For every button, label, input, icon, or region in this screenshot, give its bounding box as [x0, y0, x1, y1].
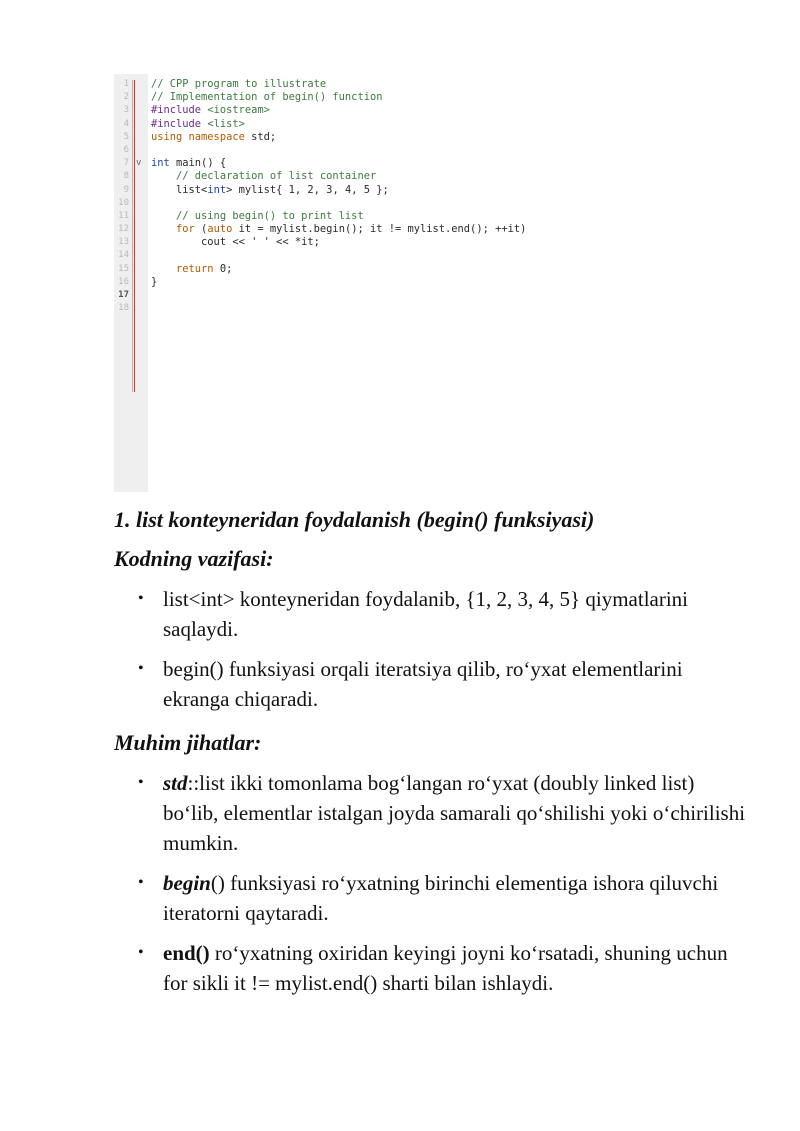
important-heading: Muhim jihatlar: [114, 730, 262, 755]
code-lines [114, 78, 674, 315]
code-token: for [151, 223, 202, 236]
code-text [151, 157, 226, 170]
list-item: • end() ro‘yxatning oxiridan keyingi joyni ko‘rsatadi, shuning uchun for sikli it != mylist.end() sharti bilan ishlaydi. [114, 938, 754, 998]
code-text [151, 236, 320, 249]
code-line [114, 170, 674, 183]
line-number: 14 [118, 250, 129, 261]
line-number: 9 [123, 184, 129, 195]
line-number: 12 [118, 224, 129, 235]
code-line [114, 118, 674, 131]
code-text [151, 223, 526, 236]
line-number: 17 [118, 290, 129, 300]
bullet-icon: • [138, 660, 144, 677]
code-text [151, 170, 376, 183]
code-token: > mylist{ 1, 2, 3, 4, 5 }; [226, 183, 389, 196]
code-line [114, 263, 674, 276]
important-list [114, 768, 754, 998]
code-line [114, 276, 674, 289]
code-token: main() { [169, 157, 227, 170]
term: begin [163, 871, 211, 895]
code-token: std; [251, 130, 277, 143]
bullet-icon: • [138, 944, 144, 961]
list-item: • list<int> konteyneridan foydalanib, {1, 2, 3, 4, 5} qiymatlarini saqlaydi. [114, 584, 754, 644]
line-number: 3 [123, 105, 129, 116]
code-line [114, 249, 674, 262]
code-token: int [151, 157, 170, 170]
code-token: // declaration of list container [151, 170, 377, 183]
list-item: • begin() funksiyasi orqali iteratsiya qilib, ro‘yxat elementlarini ekranga chiqaradi. [114, 654, 754, 714]
section-title: 1. list konteyneridan foydalanish (begin() funksiyasi) [114, 507, 595, 532]
task-heading: Kodning vazifasi: [114, 546, 274, 571]
code-text [151, 104, 270, 117]
list-item: • begin() funksiyasi ro‘yxatning birinchi elementiga ishora qiluvchi iteratorni qaytaradi. [114, 868, 754, 928]
line-number: 8 [123, 171, 129, 182]
code-screenshot [114, 74, 674, 494]
code-token: int [207, 183, 227, 196]
code-token: list< [151, 183, 208, 196]
code-line [114, 184, 674, 197]
bullet-icon: • [138, 774, 144, 791]
code-token: using namespace [151, 130, 252, 143]
term: std [163, 771, 188, 795]
document-content [114, 500, 754, 1008]
code-text [151, 78, 326, 91]
code-text [151, 263, 232, 276]
bullet-icon: • [138, 874, 144, 891]
code-line [114, 210, 674, 223]
code-token: <iostream> [207, 104, 270, 117]
code-token: auto [207, 223, 233, 236]
line-number: 4 [123, 118, 129, 129]
code-line [114, 289, 674, 302]
code-token: it = mylist.begin(); it != mylist.end(); ++it) [232, 223, 527, 236]
term: end() [163, 941, 210, 965]
code-token: ( [201, 223, 208, 236]
line-number: 16 [118, 276, 129, 287]
code-text [151, 118, 245, 131]
code-line [114, 302, 674, 315]
code-line [114, 78, 674, 91]
code-token: #include [151, 117, 208, 130]
line-number: 1 [123, 79, 129, 89]
code-token: // using begin() to print list [151, 209, 364, 222]
code-token: 0; [219, 262, 233, 275]
code-token: // CPP program to illustrate [151, 78, 327, 90]
code-token: <list> [207, 117, 245, 130]
line-number: 10 [118, 197, 129, 208]
code-text [151, 276, 157, 289]
line-number: 2 [123, 92, 129, 103]
code-token: // Implementation of begin() function [151, 91, 383, 104]
line-number: 7 [123, 158, 129, 169]
task-list [114, 584, 754, 714]
code-text [151, 210, 364, 223]
code-line [114, 104, 674, 117]
code-token: return [151, 262, 220, 275]
code-token: #include [151, 104, 208, 117]
fold-chevron-icon[interactable]: v [136, 158, 142, 169]
line-number: 5 [123, 131, 129, 142]
line-number: 11 [118, 210, 129, 221]
code-token: } [151, 275, 158, 288]
code-token: cout << ' ' << *it; [151, 236, 320, 249]
code-line [114, 144, 674, 157]
code-text [151, 91, 382, 104]
bullet-icon: • [138, 590, 144, 607]
code-line [114, 91, 674, 104]
line-number: 13 [118, 237, 129, 248]
code-line [114, 223, 674, 236]
code-line [114, 236, 674, 249]
code-text [151, 184, 389, 197]
code-line [114, 157, 674, 170]
line-number: 18 [118, 303, 129, 314]
line-number: 15 [118, 263, 129, 274]
code-line [114, 131, 674, 144]
code-text [151, 131, 276, 144]
line-number: 6 [123, 144, 129, 155]
code-line [114, 197, 674, 210]
list-item: • std::list ikki tomonlama bog‘langan ro‘yxat (doubly linked list) bo‘lib, elementlar istalgan joyda samarali qo‘shilishi yoki o‘chirilishi mumkin. [114, 768, 754, 858]
